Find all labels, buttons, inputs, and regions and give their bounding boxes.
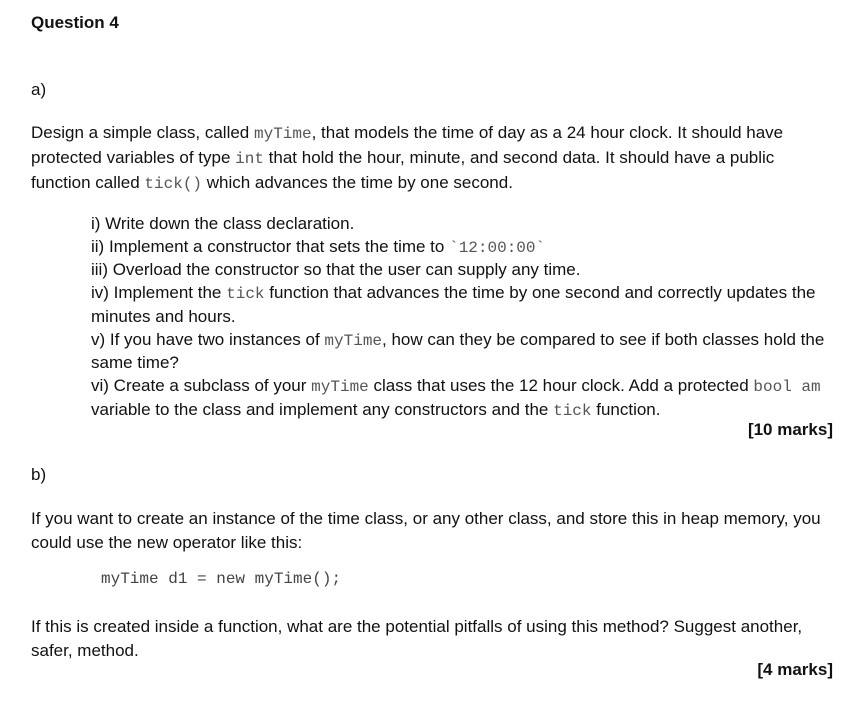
task-vi-code-2: bool am xyxy=(753,377,821,396)
task-iv-text-b: function that advances the time by one second and correctly updates the minutes and hours. xyxy=(91,283,816,326)
part-b-intro: If you want to create an instance of the time class, or any other class, and store this in heap memory, you could use the new operator like this: xyxy=(31,509,821,552)
intro-text-4: which advances the time by one second. xyxy=(202,173,513,192)
task-vi-text-d: function. xyxy=(591,399,661,419)
task-iv-text-a: iv) Implement the xyxy=(91,283,227,303)
task-vi-text-c: variable to the class and implement any constructors and the xyxy=(91,399,554,419)
task-item-ii xyxy=(91,236,836,260)
task-v-text-b: , how can they be compared to see if both classes hold the same time? xyxy=(91,329,825,373)
intro-text-3: that hold the hour, minute, and second data. It should have a public function called xyxy=(31,148,775,192)
task-iv-code: tick xyxy=(226,285,265,304)
intro-code-tick: tick() xyxy=(144,175,203,193)
task-v-text-a: v) If you have two instances of xyxy=(91,329,325,349)
part-a-marks: [10 marks] xyxy=(747,420,833,439)
part-b-code-example: myTime d1 = new myTime(); xyxy=(101,570,342,588)
task-vi-code-3: tick xyxy=(553,401,592,420)
intro-text-1: Design a simple class, called xyxy=(31,123,254,142)
part-a-label: a) xyxy=(31,80,47,99)
task-v-code: myTime xyxy=(324,331,383,350)
task-item-vi xyxy=(91,375,836,422)
task-ii-code: `12:00:00` xyxy=(449,238,546,257)
task-item-i: i) Write down the class declaration. xyxy=(91,214,355,233)
task-vi-text-b: class that uses the 12 hour clock. Add a protected xyxy=(368,375,754,395)
intro-text-2: , that models the time of day as a 24 hour clock. It should have protected variables of type xyxy=(31,123,784,167)
part-a-task-list xyxy=(91,213,836,422)
intro-code-mytime: myTime xyxy=(253,125,312,143)
part-b-label: b) xyxy=(31,465,47,484)
part-b-marks: [4 marks] xyxy=(757,660,833,679)
task-vi-text-a: vi) Create a subclass of your xyxy=(91,375,312,395)
task-item-iii: iii) Overload the constructor so that the user can supply any time. xyxy=(91,260,581,280)
task-ii-text: ii) Implement a constructor that sets the time to xyxy=(91,236,450,256)
part-a-intro xyxy=(31,121,831,196)
question-title: Question 4 xyxy=(31,13,119,32)
part-b-question: If this is created inside a function, what are the potential pitfalls of using this method? Suggest another, safer, method. xyxy=(31,617,803,660)
intro-code-int: int xyxy=(235,150,264,168)
task-vi-code-1: myTime xyxy=(311,377,369,396)
task-item-v xyxy=(91,329,836,375)
task-item-iv xyxy=(91,282,836,328)
